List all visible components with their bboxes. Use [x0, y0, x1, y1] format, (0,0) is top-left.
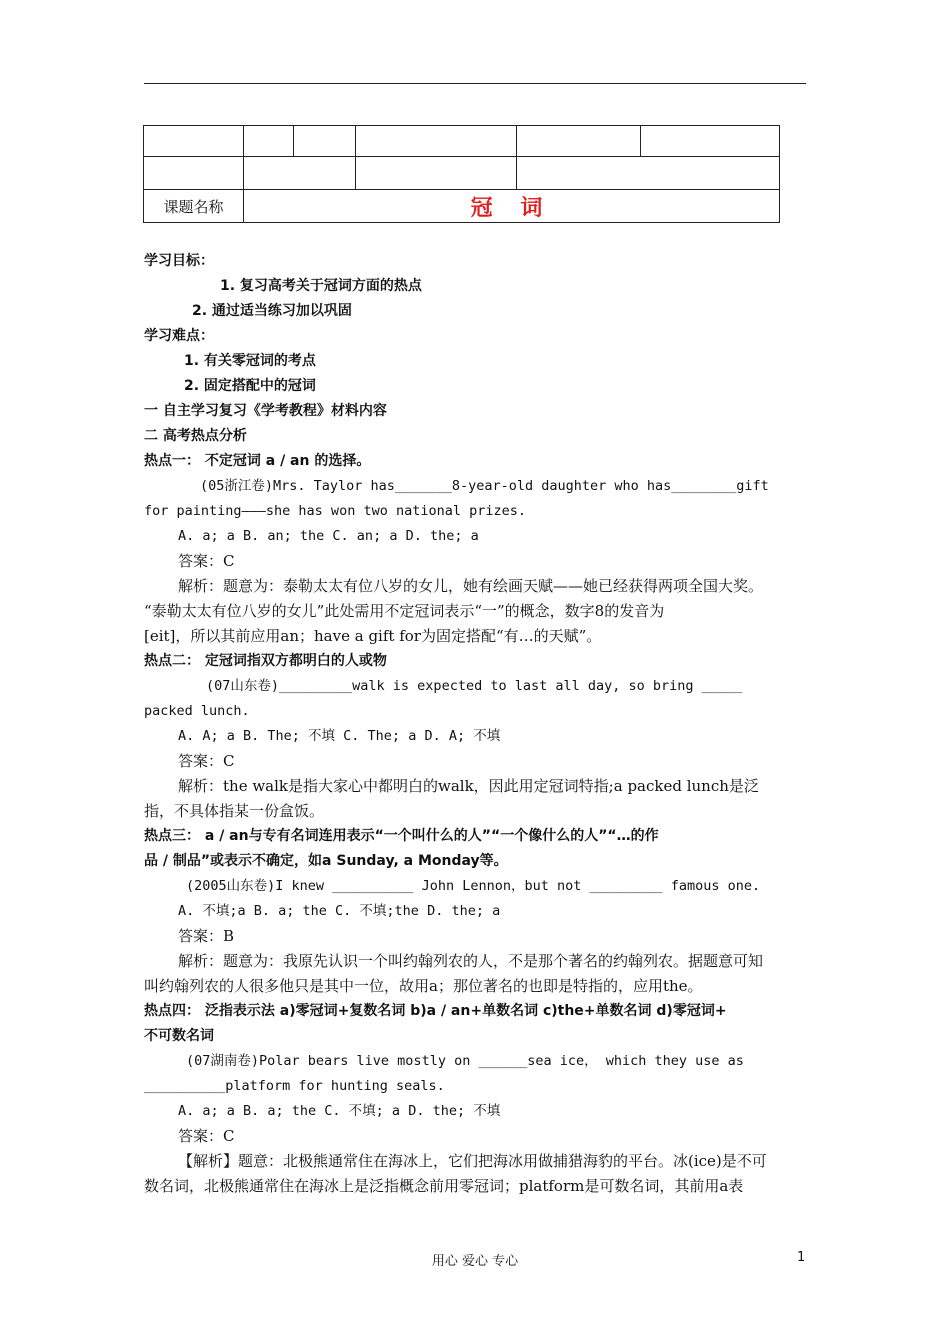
explanation-line: 【解析】题意：北极熊通常住在海冰上，它们把海冰用做捕猎海豹的平台。冰(ice)是不可 [178, 1152, 767, 1170]
table-row [144, 126, 780, 157]
answer-options: A. a; a B. an; the C. an; a D. the; a [178, 528, 479, 544]
footer-text: 用心 爱心 专心 [431, 1254, 519, 1269]
question-line: (07湖南卷)Polar bears live mostly on ______sea ice， which they use as [186, 1053, 744, 1069]
header-rule [144, 83, 806, 84]
difficulty-heading: 学习难点： [144, 328, 214, 344]
table-cell [244, 157, 356, 190]
table-cell [356, 126, 517, 157]
page-number: 1 [797, 1250, 806, 1265]
goal-item: 1. 复习高考关于冠词方面的热点 [220, 278, 422, 294]
course-info-table [143, 125, 780, 223]
answer-options: A. 不填;a B. a; the C. 不填;the D. the; a [178, 903, 501, 919]
table-row [144, 157, 780, 190]
hotspot-heading: 热点四： 泛指表示法 a)零冠词+复数名词 b)a / an+单数名词 c)the+单数名词 d)零冠词+ [144, 1003, 727, 1019]
explanation-line: “泰勒太太有位八岁的女儿”此处需用不定冠词表示“一”的概念，数字8的发音为 [144, 602, 665, 620]
explanation-line: 叫约翰列农的人很多他只是其中一位，故用a；那位著名的也即是特指的，应用the。 [144, 977, 703, 995]
question-line: (05浙江卷)Mrs. Taylor has_______8-year-old daughter who has________gift [200, 478, 769, 494]
explanation-line: 解析：题意为：泰勒太太有位八岁的女儿，她有绘画天赋——她已经获得两项全国大奖。 [178, 577, 764, 595]
table-cell [517, 126, 641, 157]
table-cell [294, 126, 356, 157]
course-title: 冠 词 [244, 190, 780, 223]
table-cell [517, 157, 780, 190]
section-heading: 一 自主学习复习《学考教程》材料内容 [144, 403, 387, 419]
hotspot-heading: 热点二： 定冠词指双方都明白的人或物 [144, 653, 387, 669]
answer: 答案：C [178, 552, 235, 570]
difficulty-item: 2. 固定搭配中的冠词 [184, 378, 316, 394]
answer-options: A. A; a B. The; 不填 C. The; a D. A; 不填 [178, 728, 501, 744]
table-cell [356, 157, 517, 190]
table-cell [144, 126, 244, 157]
hotspot-heading: 热点三： a / an与专有名词连用表示“一个叫什么的人”“一个像什么的人”“…的作 [144, 828, 659, 844]
hotspot-heading: 不可数名词 [144, 1028, 214, 1044]
explanation-line: 数名词，北极熊通常住在海冰上是泛指概念前用零冠词；platform是可数名词，其前用a表 [144, 1177, 744, 1195]
table-cell [144, 157, 244, 190]
answer: 答案：C [178, 1127, 235, 1145]
question-line: (07山东卷)_________walk is expected to last all day, so bring _____ [206, 678, 743, 694]
hotspot-heading: 品 / 制品”或表示不确定，如a Sunday, a Monday等。 [144, 853, 508, 869]
question-line: (2005山东卷)I knew __________ John Lennon，but not _________ famous one. [186, 878, 761, 894]
course-name-label: 课题名称 [144, 190, 244, 223]
question-line: packed lunch. [144, 703, 250, 719]
explanation-line: 解析：the walk是指大家心中都明白的walk，因此用定冠词特指;a packed lunch是泛 [178, 777, 759, 795]
hotspot-heading: 热点一： 不定冠词 a / an 的选择。 [144, 453, 371, 469]
answer-options: A. a; a B. a; the C. 不填; a D. the; 不填 [178, 1103, 501, 1119]
section-heading: 二 高考热点分析 [144, 428, 247, 444]
table-cell [641, 126, 780, 157]
difficulty-item: 1. 有关零冠词的考点 [184, 353, 316, 369]
document-body [144, 249, 806, 1199]
table-cell [244, 126, 294, 157]
table-row [144, 190, 780, 223]
explanation-line: [eit]，所以其前应用an；have a gift for为固定搭配“有…的天赋”。 [144, 627, 602, 645]
goal-item: 2. 通过适当练习加以巩固 [192, 303, 352, 319]
question-line: __________platform for hunting seals. [144, 1078, 445, 1094]
explanation-line: 指，不具体指某一份盒饭。 [144, 802, 325, 820]
answer: 答案：C [178, 752, 235, 770]
goals-heading: 学习目标： [144, 253, 214, 269]
explanation-line: 解析：题意为：我原先认识一个叫约翰列农的人，不是那个著名的约翰列农。据题意可知 [178, 952, 764, 970]
answer: 答案：B [178, 927, 235, 945]
question-line: for painting———she has won two national prizes. [144, 503, 527, 519]
